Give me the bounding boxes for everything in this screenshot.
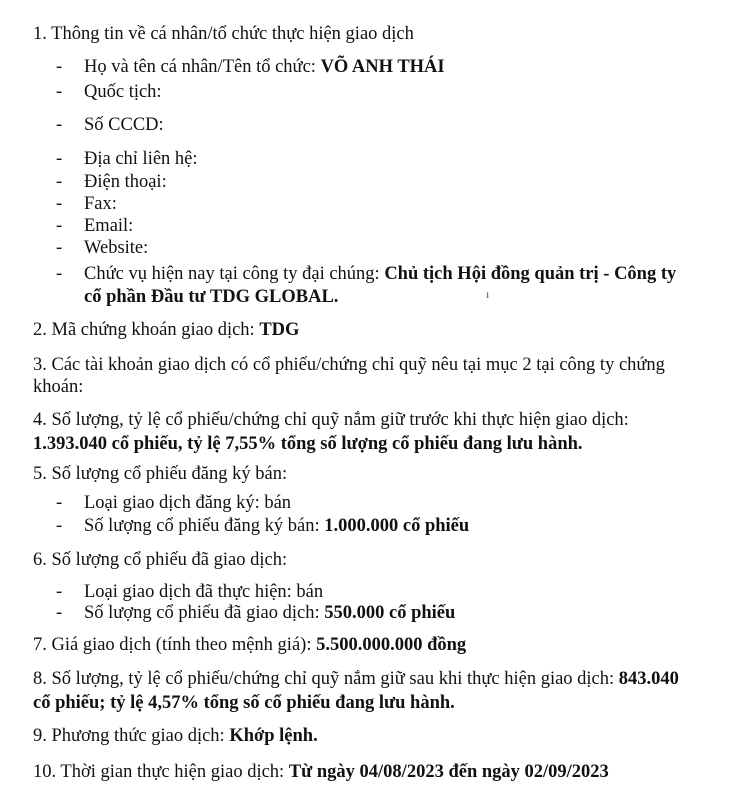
- section-10: [33, 760, 609, 784]
- id-label: Số CCCD:: [84, 115, 164, 135]
- holding-before-value: 1.393.040 cổ phiếu, tỷ lệ 7,55% tổng số lượng cổ phiếu đang lưu hành.: [33, 434, 583, 454]
- bullet: -: [56, 603, 63, 623]
- method-label: 9. Phương thức giao dịch:: [33, 726, 230, 746]
- stock-code-label: 2. Mã chứng khoán giao dịch:: [33, 320, 260, 340]
- period-label: 10. Thời gian thực hiện giao dịch:: [33, 762, 289, 782]
- bullet: -: [56, 172, 63, 192]
- section-9: [33, 724, 318, 748]
- section-3-line2: khoán:: [33, 377, 84, 397]
- section-4-line1: 4. Số lượng, tỷ lệ cổ phiếu/chứng chỉ quỹ nắm giữ trước khi thực hiện giao dịch:: [33, 410, 629, 430]
- section-3-line1: 3. Các tài khoản giao dịch có cổ phiếu/chứng chỉ quỹ nêu tại mục 2 tại công ty chứng: [33, 355, 665, 375]
- s5-qty-value: 1.000.000 cổ phiếu: [324, 516, 470, 536]
- bullet: -: [56, 149, 63, 169]
- name-label: Họ và tên cá nhân/Tên tổ chức:: [84, 57, 321, 77]
- section-6-title: 6. Số lượng cổ phiếu đã giao dịch:: [33, 550, 288, 570]
- bullet: -: [56, 115, 63, 135]
- pen-mark: ı: [486, 287, 490, 301]
- holding-after-qty: 843.040: [618, 669, 679, 689]
- period-value: Từ ngày 04/08/2023 đến ngày 02/09/2023: [288, 762, 609, 782]
- s6-qty-value: 550.000 cổ phiếu: [324, 603, 456, 623]
- section-5-title: 5. Số lượng cổ phiếu đăng ký bán:: [33, 464, 288, 484]
- bullet: -: [56, 216, 63, 236]
- bullet: -: [56, 238, 63, 258]
- bullet: -: [56, 516, 63, 536]
- phone-label: Điện thoại:: [84, 172, 167, 192]
- holding-after-value: cổ phiếu; tỷ lệ 4,57% tổng số cổ phiếu đang lưu hành.: [33, 693, 455, 713]
- holding-after-label: 8. Số lượng, tỷ lệ cổ phiếu/chứng chỉ quỹ nắm giữ sau khi thực hiện giao dịch:: [33, 669, 619, 689]
- s6-type-label: Loại giao dịch đã thực hiện: bán: [84, 582, 324, 602]
- stock-code-value: TDG: [259, 320, 300, 340]
- bullet: -: [56, 493, 63, 513]
- s5-type-label: Loại giao dịch đăng ký: bán: [84, 493, 292, 513]
- section-7: [33, 633, 466, 657]
- bullet: -: [56, 57, 63, 77]
- section-8-line1: [33, 667, 679, 691]
- bullet: -: [56, 582, 63, 602]
- nationality-label: Quốc tịch:: [84, 82, 162, 102]
- fax-label: Fax:: [84, 194, 117, 214]
- position-label: Chức vụ hiện nay tại công ty đại chúng:: [84, 264, 385, 284]
- price-label: 7. Giá giao dịch (tính theo mệnh giá):: [33, 635, 317, 655]
- section-2: [33, 318, 299, 342]
- website-label: Website:: [84, 238, 149, 258]
- name-value: VÕ ANH THÁI: [320, 57, 445, 77]
- price-value: 5.500.000.000 đồng: [316, 635, 467, 655]
- email-label: Email:: [84, 216, 134, 236]
- s5-qty-label: Số lượng cổ phiếu đăng ký bán:: [84, 516, 325, 536]
- bullet: -: [56, 82, 63, 102]
- bullet: -: [56, 264, 63, 284]
- bullet: -: [56, 194, 63, 214]
- method-value: Khớp lệnh.: [229, 726, 318, 746]
- position-value-line2: cổ phần Đầu tư TDG GLOBAL.: [84, 287, 339, 307]
- address-label: Địa chỉ liên hệ:: [84, 149, 198, 169]
- section-8-line2: [33, 691, 455, 715]
- section-1-title: 1. Thông tin về cá nhân/tổ chức thực hiện giao dịch: [33, 24, 414, 44]
- position-value-cont: [84, 285, 338, 309]
- s6-qty-label: Số lượng cổ phiếu đã giao dịch:: [84, 603, 325, 623]
- section-4-line2: [33, 432, 583, 456]
- position-value: Chủ tịch Hội đồng quản trị - Công ty: [384, 264, 677, 284]
